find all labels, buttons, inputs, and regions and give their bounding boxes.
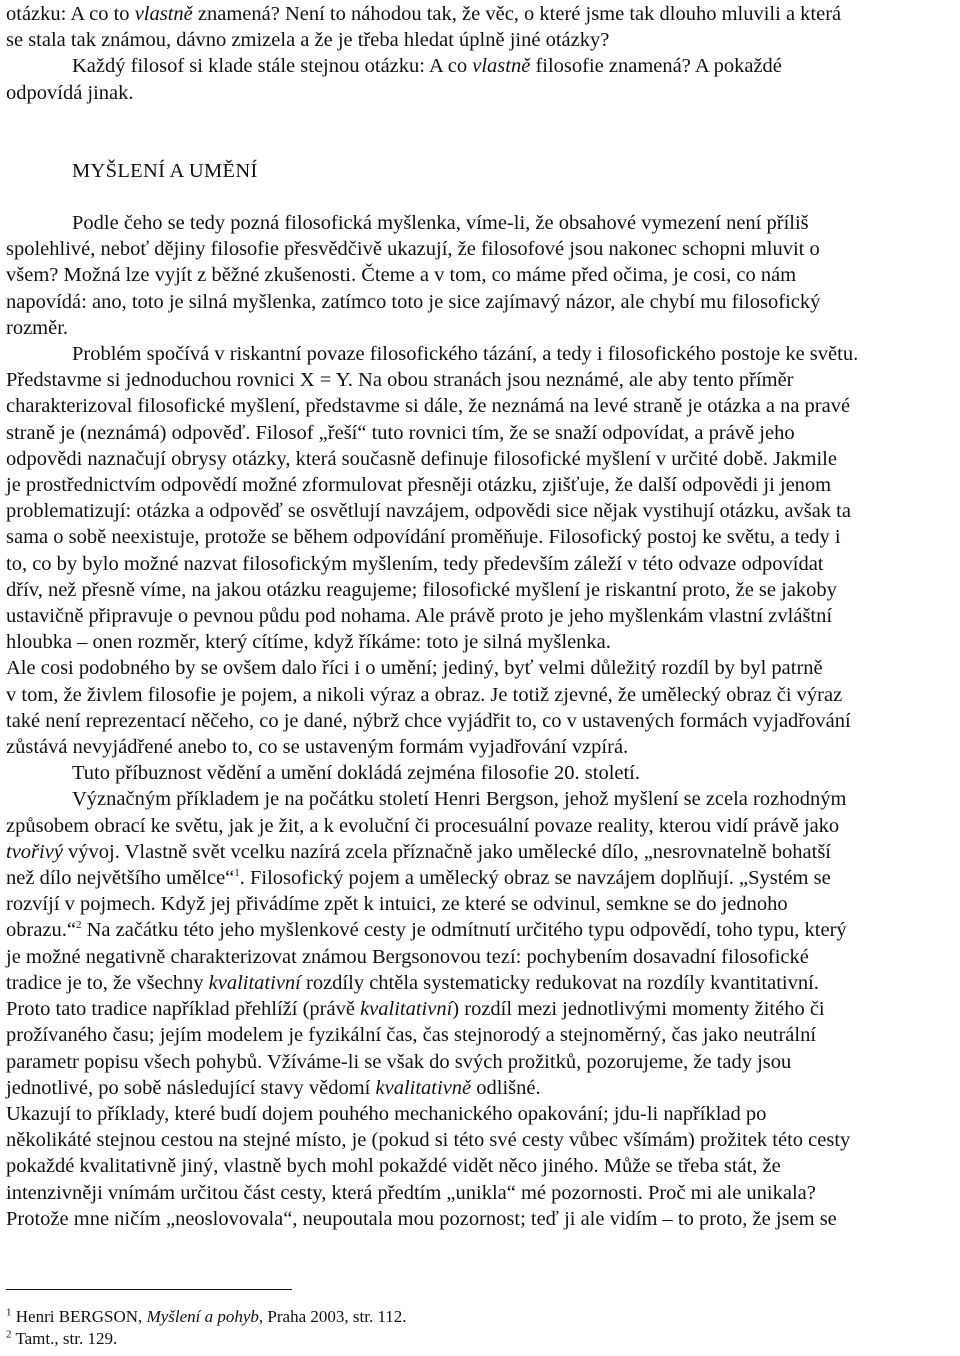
footnote-divider — [6, 1289, 292, 1290]
text-run: filosofie znamená? A pokaždé — [530, 55, 782, 78]
text-run: znamená? Není to náhodou tak, že věc, o které jsme tak dlouho mluvili a která — [192, 3, 842, 25]
italic-text: vlastně — [472, 55, 531, 78]
text-run: . Filosofický pojem a umělecký obraz se navzájem doplňují. „Systém se — [239, 867, 831, 890]
text-line: Podle čeho se tedy pozná filosofická myšlenka, víme-li, že obsahové vymezení není příliš — [72, 212, 809, 234]
text-line: několikáté stejnou cestou na stejné místo, je (pokud si této své cesty vůbec všímám) prožitek této cesty — [6, 1129, 851, 1152]
text-run: Na začátku této jeho myšlenkové cesty je odmítnutí určitého typu odpovědí, toho typu, který — [81, 919, 847, 942]
italic-text: vlastně — [134, 3, 193, 25]
text-line: prožívaného času; jejím modelem je fyzikální čas, čas stejnorodý a stejnoměrný, čas jako neutrální — [6, 1024, 817, 1047]
text-line: spolehlivé, neboť dějiny filosofie přesvědčivě ukazují, že filosofové jsou nakonec schopni mluvit o — [6, 238, 820, 261]
text-run: Každý filosof si klade stále stejnou otázku: A co — [72, 55, 473, 78]
text-line: v tom, že živlem filosofie je pojem, a nikoli výraz a obraz. Je totiž zjevné, že umělecký obraz či výraz — [6, 683, 843, 706]
text-line: pokaždé kvalitativně jiný, vlastně bych mohl pokaždé vidět něco jiného. Může se třeba stát, že — [6, 1155, 781, 1178]
footnotes — [6, 1306, 407, 1350]
text-run: ) rozdíl mezi jednotlivými momenty žitého či — [452, 998, 825, 1021]
text-run: obrazu.“ — [6, 919, 76, 942]
text-line — [6, 996, 958, 1022]
text-line: dřív, než přesně víme, na jakou otázku reagujeme; filosofické myšlení je riskantní proto, že se jakoby — [6, 578, 837, 601]
text-line: způsobem obrací ke světu, jak je žit, a k evoluční či procesuální povaze reality, kterou vidí právě jako — [6, 814, 840, 837]
text-run: rozdíly chtěla systematicky redukovat na rozdíly kvantitativní. — [300, 971, 819, 994]
text-line — [6, 1075, 958, 1101]
text-run: než dílo největšího umělce“ — [6, 867, 235, 890]
text-line: rozvíjí v pojmech. Když jej přivádíme zpět k intuici, ze které se odvinul, semkne se do jednoho — [6, 893, 788, 916]
paragraph-intro — [6, 1, 958, 106]
text-line: všem? Možná lze vyjít z běžné zkušenosti. Čteme a v tom, co máme před očima, je cosi, co nám — [6, 264, 797, 287]
text-line: charakterizoval filosofické myšlení, představme si dále, že neznámá na levé straně je otázka a na pravé — [6, 395, 851, 418]
text-line: je možné negativně charakterizovat známou Bergsonovou tezí: pochybením dosavadní filosofické — [6, 945, 809, 968]
italic-text: kvalitativně — [375, 1076, 472, 1099]
text-run: Tamt., str. 129. — [11, 1329, 118, 1348]
text-line: je prostřednictvím odpovědí možné zformulovat přesněji otázku, zjišťuje, že další odpovědi ji jenom — [6, 474, 832, 497]
text-line: Problém spočívá v riskantní povaze filosofického tázání, a tedy i filosofického postoje ke světu. — [72, 343, 859, 366]
text-line: hloubka – onen rozměr, který cítíme, když říkáme: toto je silná myšlenka. — [6, 631, 611, 654]
italic-text: kvalitativní — [208, 971, 301, 994]
text-line: to, co by bylo možné nazvat filosofickým myšlením, tedy především záleží v této odvaze odpovídat — [6, 552, 824, 575]
text-line — [6, 970, 958, 996]
text-run: odlišné. — [471, 1076, 541, 1099]
text-run: Henri BERGSON, — [11, 1307, 147, 1326]
text-run: tradice je to, že všechny — [6, 971, 209, 994]
footnote-number: 2 — [6, 1328, 12, 1341]
text-line: Protože mne ničím „neoslovovala“, neupoutala mou pozornost; teď ji ale vidím – to proto, že jsem se — [6, 1207, 837, 1230]
text-line — [6, 1, 958, 27]
text-line — [6, 53, 958, 79]
text-run: jednotlivé, po sobě následující stavy vědomí — [6, 1076, 376, 1099]
text-run: Proto tato tradice například přehlíží (právě — [6, 998, 361, 1021]
text-line: ustavičně připravuje o pevnou půdu pod nohama. Ale právě proto je jeho myšlenkám vlastní zvláštní — [6, 605, 833, 628]
text-line: Tuto příbuznost vědění a umění dokládá zejména filosofie 20. století. — [72, 762, 641, 785]
footnote-ref[interactable]: 1 — [234, 867, 240, 880]
text-line — [6, 865, 958, 891]
footnote-1 — [6, 1306, 407, 1328]
text-line — [6, 839, 958, 865]
footnote-number: 1 — [6, 1306, 12, 1319]
italic-text: kvalitativní — [360, 998, 453, 1021]
text-line: Představme si jednoduchou rovnici X = Y. Na obou stranách jsou neznámé, ale aby tento příměr — [6, 369, 794, 392]
text-line: zůstává nevyjádřené anebo to, co se ustaveným formám vyjadřování vzpírá. — [6, 736, 629, 759]
italic-text: tvořivý — [6, 840, 63, 863]
text-line: parametr popisu všech pohybů. Vžíváme-li se však do svých prožitků, pozorujeme, že tady jsou — [6, 1050, 792, 1073]
text-line: sama o sobě neexistuje, protože se během odpovídání proměňuje. Filosofický postoj ke světu, a tedy i — [6, 526, 841, 549]
text-line: Význačným příkladem je na počátku století Henri Bergson, jehož myšlení se zcela rozhodným — [72, 788, 847, 811]
text-line: intenzivněji vnímám určitou část cesty, která předtím „unikla“ mé pozornosti. Proč mi ale unikala? — [6, 1181, 816, 1204]
text-line: rozměr. — [6, 316, 69, 339]
text-line: napovídá: ano, toto je silná myšlenka, zatímco toto je sice zajímavý názor, ale chybí mu filosofický — [6, 290, 821, 313]
text-run: vývoj. Vlastně svět vcelku nazírá zcela příznačně jako umělecké dílo, „nesrovnatelně bohatší — [62, 840, 831, 863]
text-line: odpovídá jinak. — [6, 81, 134, 104]
text-line: Ale cosi podobného by se ovšem dalo říci i o umění; jediný, byť velmi důležitý rozdíl by byl patrně — [6, 657, 823, 680]
footnote-ref[interactable]: 2 — [76, 919, 82, 932]
text-run: otázku: A co to — [6, 3, 135, 25]
italic-text: Myšlení a pohyb — [146, 1307, 259, 1326]
text-line: také není reprezentací něčeho, co je dané, nýbrž chce vyjádřit to, co v ustavených formách vyjadřování — [6, 709, 851, 732]
body-text — [6, 210, 958, 1232]
text-line: problematizují: otázka a odpověď se osvětlují navzájem, odpovědi sice nějak vystihují otázku, avšak ta — [6, 500, 851, 523]
text-run: , Praha 2003, str. 112. — [258, 1307, 407, 1326]
section-heading: MYŠLENÍ A UMĚNÍ — [72, 160, 258, 182]
text-line — [6, 917, 958, 943]
text-line: odpovědi naznačují obrysy otázky, která současně definuje filosofické myšlení v určité době. Jakmile — [6, 447, 837, 470]
footnote-2 — [6, 1328, 407, 1350]
text-line: straně je (neznámá) odpověď. Filosof „řeší“ tuto rovnici tím, že se snaží odpovídat, a právě jeho — [6, 421, 795, 444]
text-line: se stala tak známou, dávno zmizela a že je třeba hledat úplně jiné otázky? — [6, 29, 610, 52]
text-line: Ukazují to příklady, které budí dojem pouhého mechanického opakování; jdu-li například po — [6, 1102, 767, 1125]
